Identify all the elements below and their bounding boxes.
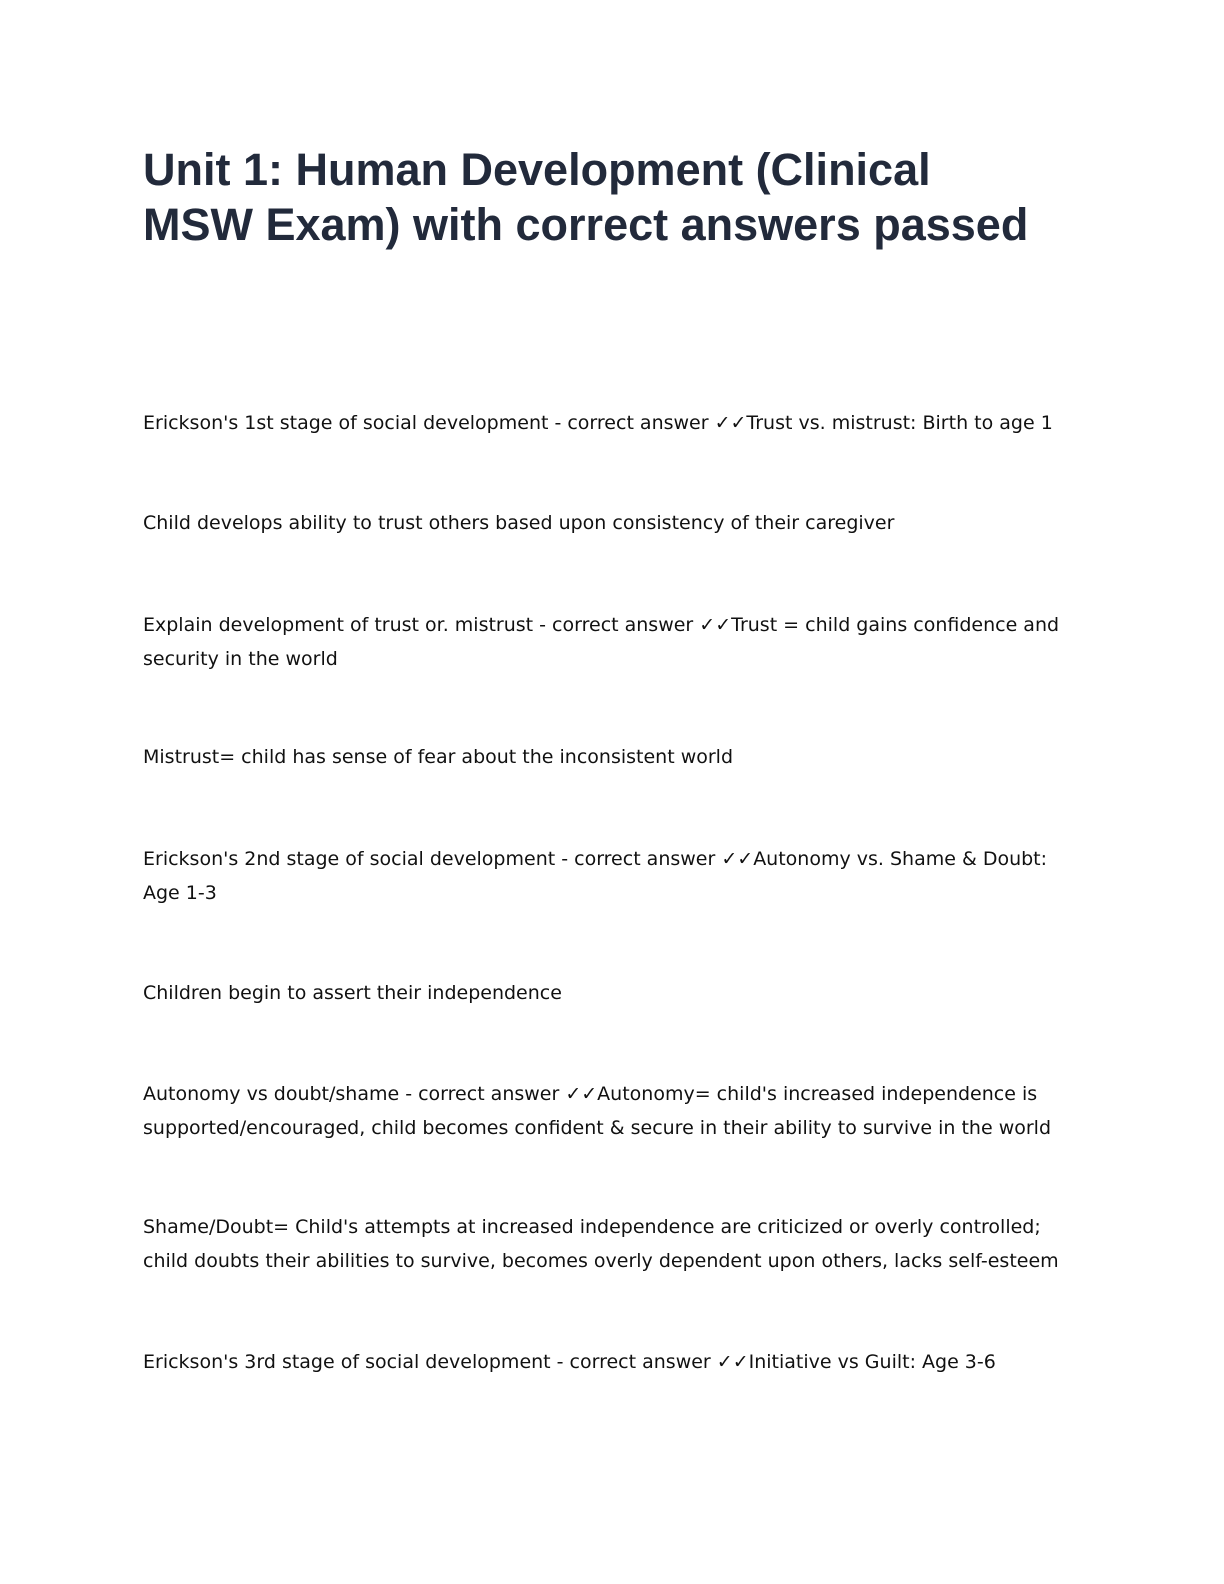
- paragraph-erickson-stage-2: Erickson's 2nd stage of social development - correct answer ✓✓Autonomy vs. Shame & Doubt: Age 1-3: [143, 848, 1048, 904]
- paragraph-shame-doubt-definition: Shame/Doubt= Child's attempts at increased independence are criticized or overly controlled; child doubts their abilities to survive, becomes overly dependent upon others, lacks self-esteem: [143, 1216, 1059, 1272]
- paragraph-trust-caregiver: Child develops ability to trust others based upon consistency of their caregiver: [143, 512, 895, 534]
- paragraph-independence: Children begin to assert their independence: [143, 982, 562, 1004]
- paragraph-erickson-stage-1: Erickson's 1st stage of social development - correct answer ✓✓Trust vs. mistrust: Birth to age 1: [143, 412, 1053, 434]
- document-title: Unit 1: Human Development (Clinical MSW Exam) with correct answers passed: [143, 144, 1029, 250]
- paragraph-autonomy-definition: Autonomy vs doubt/shame - correct answer ✓✓Autonomy= child's increased independence is supported/encouraged, child becomes confident & secure in their ability to survive in the world: [143, 1083, 1052, 1139]
- paragraph-mistrust-definition: Mistrust= child has sense of fear about the inconsistent world: [143, 746, 734, 768]
- paragraph-erickson-stage-3: Erickson's 3rd stage of social development - correct answer ✓✓Initiative vs Guilt: Age 3-6: [143, 1351, 996, 1373]
- paragraph-trust-mistrust-explained: Explain development of trust or. mistrust - correct answer ✓✓Trust = child gains confidence and security in the world: [143, 614, 1060, 670]
